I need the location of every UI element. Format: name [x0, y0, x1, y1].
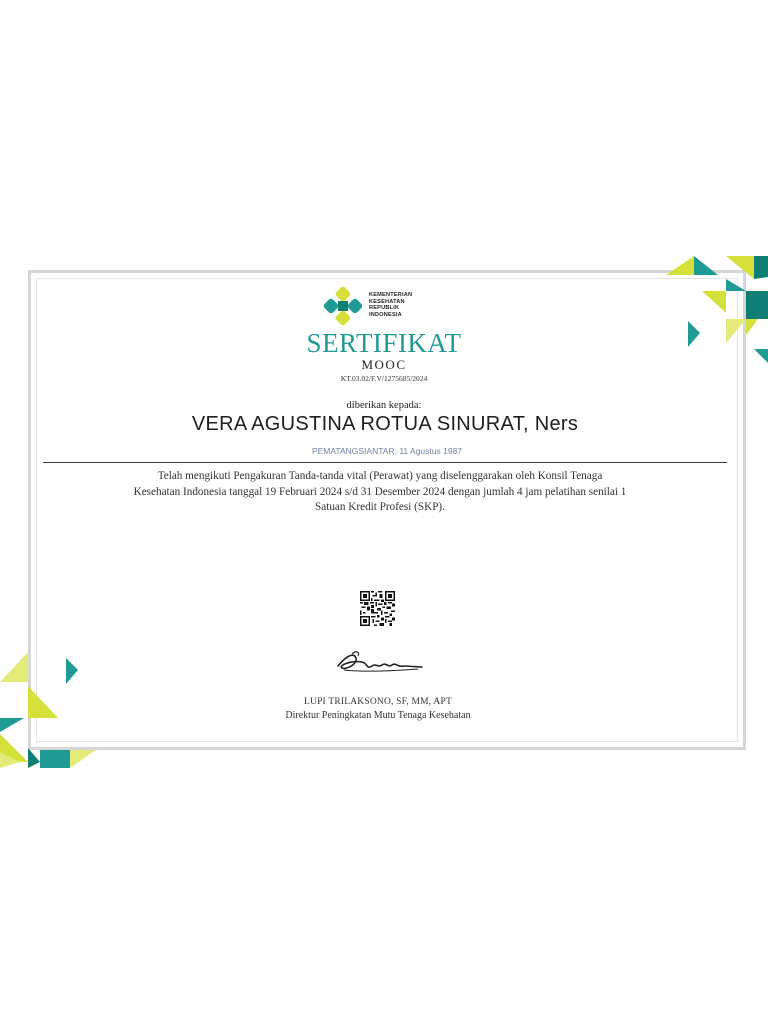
certificate-subtitle: MOOC	[361, 357, 407, 372]
birth-info: PEMATANGSIANTAR, 11 Agustus 1987	[311, 446, 463, 456]
ministry-line-2: KESEHATAN	[369, 298, 405, 305]
certificate-description	[70, 469, 690, 516]
certificate-title: SERTIFIKAT	[306, 328, 462, 358]
description-line-3: Satuan Kredit Profesi (SKP).	[315, 501, 445, 513]
signatory-role: Direktur Peningkatan Mutu Tenaga Kesehatan	[285, 710, 471, 721]
ministry-line-4: INDONESIA	[369, 311, 402, 318]
signatory-name: LUPI TRILAKSONO, SF, MM, APT	[304, 697, 452, 707]
given-to-label: diberikan kepada:	[346, 400, 422, 411]
certificate-number: KT.03.02/F.V/1275685/2024	[340, 374, 428, 383]
ministry-line-3: REPUBLIK	[369, 305, 400, 312]
description-line-2: Kesehatan Indonesia tanggal 19 Februari 2024 s/d 31 Desember 2024 dengan jumlah 4 jam pelatihan senilai 1	[133, 485, 627, 498]
qr-code-icon	[360, 591, 395, 626]
description-line-1: Telah mengikuti Pengakuran Tanda-tanda vital (Perawat) yang diselenggarakan oleh Konsil Tenaga	[157, 470, 603, 482]
divider-line	[43, 462, 727, 463]
kemenkes-logo-icon	[323, 286, 363, 326]
signature-icon	[332, 646, 428, 678]
recipient-name: VERA AGUSTINA ROTUA SINURAT, Ners	[191, 413, 579, 435]
ministry-name	[369, 292, 412, 318]
ministry-line-1: KEMENTERIAN	[369, 292, 413, 298]
